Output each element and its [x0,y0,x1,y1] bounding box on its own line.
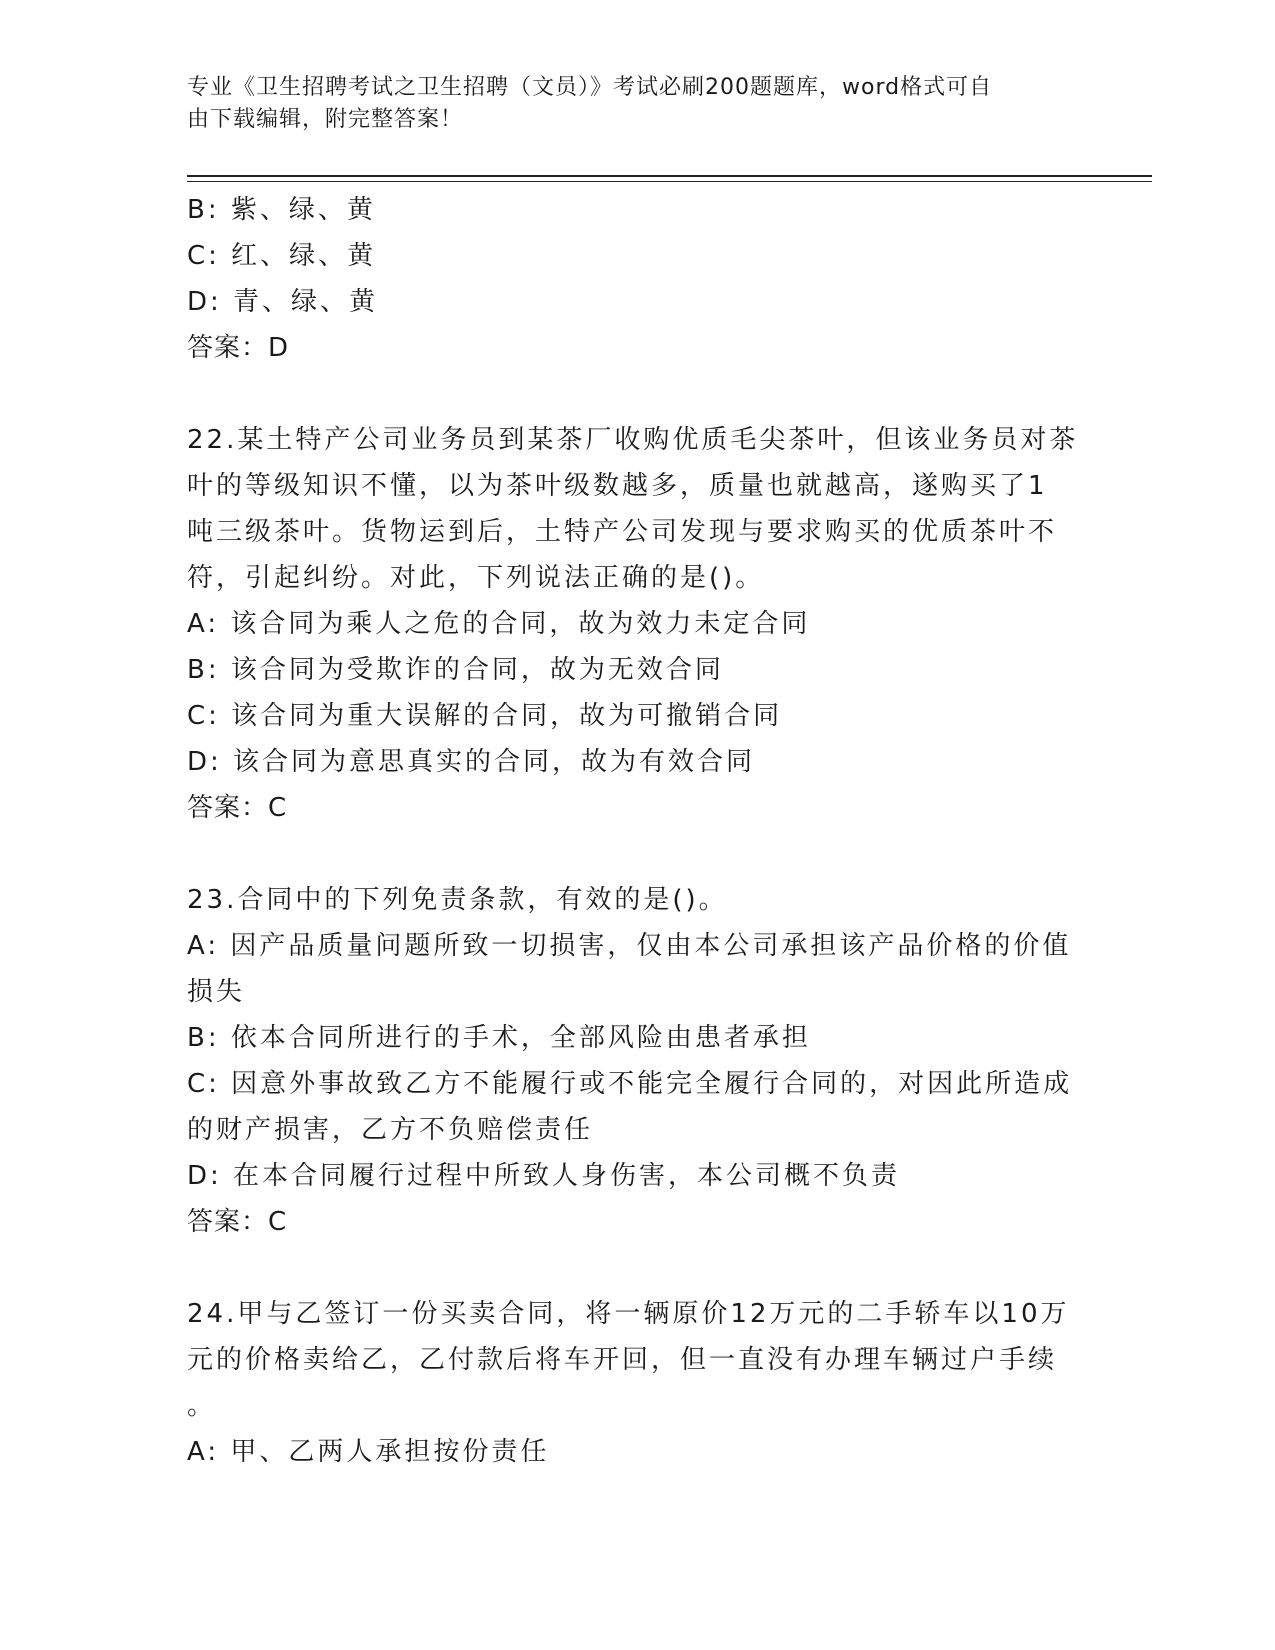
question-text-line: 22.某土特产公司业务员到某茶厂收购优质毛尖茶叶，但该业务员对茶 [187,425,1079,455]
option-c: C: 红、绿、黄 [187,241,377,271]
question-text-line: 元的价格卖给乙，乙付款后将车开回，但一直没有办理车辆过户手续 [187,1345,1058,1375]
option-a-line-1: A: 因产品质量问题所致一切损害，仅由本公司承担该产品价格的价值 [187,931,1072,961]
question-text-line: 吨三级茶叶。货物运到后，土特产公司发现与要求购买的优质茶叶不 [187,517,1058,547]
question-content [187,187,1087,1475]
spacer [187,831,1087,877]
option-d: D: 在本合同履行过程中所致人身伤害，本公司概不负责 [187,1161,901,1191]
header-line-1: 专业《卫生招聘考试之卫生招聘（文员）》考试必刷200题题库，word格式可自 [187,75,993,100]
answer: 答案：C [187,793,288,823]
header-divider-thin [187,181,1152,182]
spacer [187,371,1087,417]
option-c-line-2: 的财产损害，乙方不负赔偿责任 [187,1115,594,1145]
option-d: D: 青、绿、黄 [187,287,379,317]
spacer [187,1245,1087,1291]
option-c: C: 该合同为重大误解的合同，故为可撤销合同 [187,701,783,731]
page-header [187,72,1067,136]
header-line-2: 由下载编辑，附完整答案！ [187,107,464,132]
option-d: D: 该合同为意思真实的合同，故为有效合同 [187,747,756,777]
question-text-line: 24.甲与乙签订一份买卖合同，将一辆原价12万元的二手轿车以10万 [187,1299,1070,1329]
question-22 [187,417,1087,831]
option-c-line-1: C: 因意外事故致乙方不能履行或不能完全履行合同的，对因此所造成 [187,1069,1073,1099]
question-text-line: 符，引起纠纷。对此，下列说法正确的是()。 [187,563,765,593]
question-text-line: 。 [187,1391,217,1421]
option-b: B: 紫、绿、黄 [187,195,376,225]
option-a: A: 该合同为乘人之危的合同，故为效力未定合同 [187,609,811,639]
option-b: B: 依本合同所进行的手术，全部风险由患者承担 [187,1023,811,1053]
header-divider [187,175,1152,177]
option-b: B: 该合同为受欺诈的合同，故为无效合同 [187,655,724,685]
answer: 答案：D [187,333,290,363]
question-23 [187,877,1087,1245]
option-a: A: 甲、乙两人承担按份责任 [187,1437,550,1467]
answer: 答案：C [187,1207,288,1237]
question-text-line: 叶的等级知识不懂，以为茶叶级数越多，质量也就越高，遂购买了1 [187,471,1048,501]
question-24 [187,1291,1087,1475]
option-a-line-2: 损失 [187,977,246,1007]
question-text-line: 23.合同中的下列免责条款，有效的是()。 [187,885,728,915]
